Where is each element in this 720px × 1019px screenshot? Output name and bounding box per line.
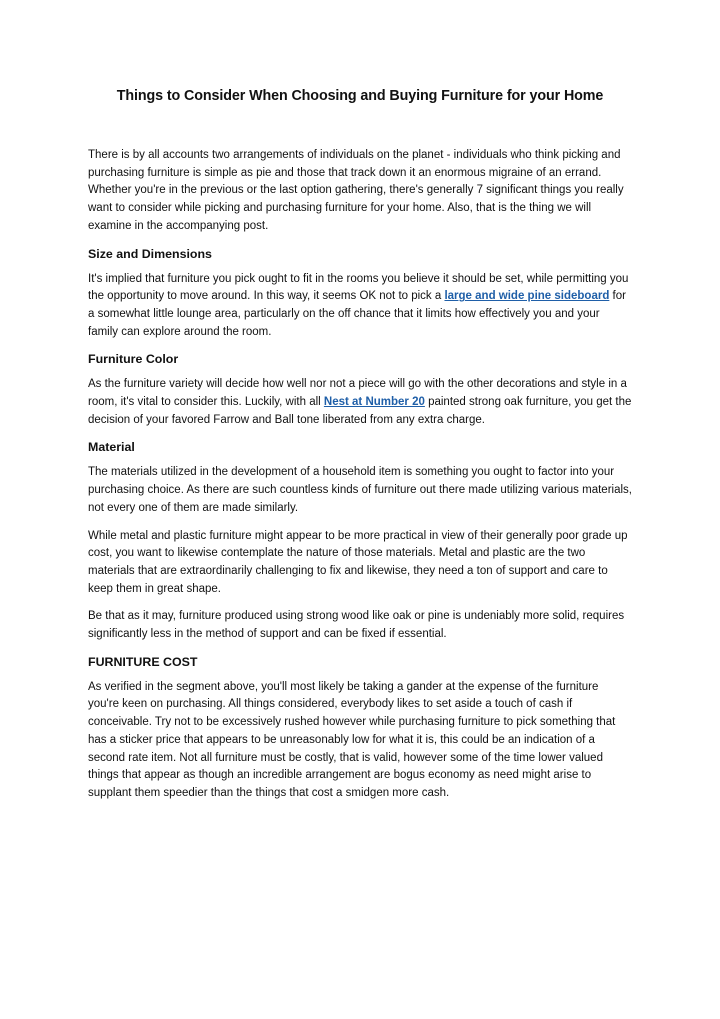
color-text-after-link: painted strong oak furniture, you get the decision of your favored Farrow and Ball tone liberated from any extra charge.	[88, 396, 632, 426]
color-text-before-link: As the furniture variety will decide how well nor not a piece will go with the other decorations and style in a room, it's vital to consider this. Luckily, with all	[88, 378, 627, 409]
material-paragraph: The materials utilized in the development of a household item is something you ought to factor into your purchasing choice. As there are such countless kinds of furniture out there made utilizing various materials, not every one of them are made similarly.	[88, 466, 632, 514]
document-title: Things to Consider When Choosing and Buying Furniture for your Home	[116, 88, 604, 104]
cost-paragraph: As verified in the segment above, you'll most likely be taking a gander at the expense of the furniture you're keen on purchasing. All things considered, everybody likes to set aside a touch of cash if conceivable. Try not to be excessively rushed however while purchasing furniture to pick something that has a sticker price that appears to be unreasonably low for what it is, this could be an indication of a second rate item. Not all furniture must be costly, that is valid, however some of the time lower valued things that appear as though an incredible arrangement are bogus economy as need might arise to supplant them speedier than the things that cost a smidgen more cash.	[88, 680, 616, 799]
intro-paragraph: There is by all accounts two arrangements of individuals on the planet - individuals who think picking and purchasing furniture is simple as pie and those that track down it an enormous migraine of an errand. Whether you're in the previous or the last option gathering, there's generally 7 significant things you really want to consider while picking and purchasing furniture for your home. Also, that is the thing we will examine in the accompanying post.	[88, 149, 624, 232]
material-paragraph: While metal and plastic furniture might appear to be more practical in view of their generally poor grade up cost, you want to likewise contemplate the nature of those materials. Metal and plastic are the two materials that are extraordinarily challenging to fix and likewise, they need a ton of support and care to keep them in great shape.	[88, 529, 628, 595]
size-paragraph	[88, 271, 632, 342]
section-heading-color: Furniture Color	[88, 352, 179, 367]
section-heading-size: Size and Dimensions	[88, 246, 212, 261]
section-heading-material: Material	[88, 440, 135, 455]
size-text-after-link: for a somewhat little lounge area, particularly on the off chance that it limits how effectively you and your family can explore around the room.	[88, 290, 626, 338]
pine-sideboard-link[interactable]: large and wide pine sideboard	[444, 290, 610, 303]
size-text-before-link: It's implied that furniture you pick ought to fit in the rooms you believe it should be set, while permitting you the opportunity to move around. In this way, it seems OK not to pick a	[88, 272, 629, 303]
color-paragraph	[88, 376, 632, 429]
nest-at-number-20-link[interactable]: Nest at Number 20	[323, 396, 425, 409]
material-paragraph: Be that as it may, furniture produced using strong wood like oak or pine is undeniably more solid, requires significantly less in the method of support and can be fixed if essential.	[88, 610, 625, 641]
section-heading-cost: FURNITURE COST	[88, 654, 198, 669]
